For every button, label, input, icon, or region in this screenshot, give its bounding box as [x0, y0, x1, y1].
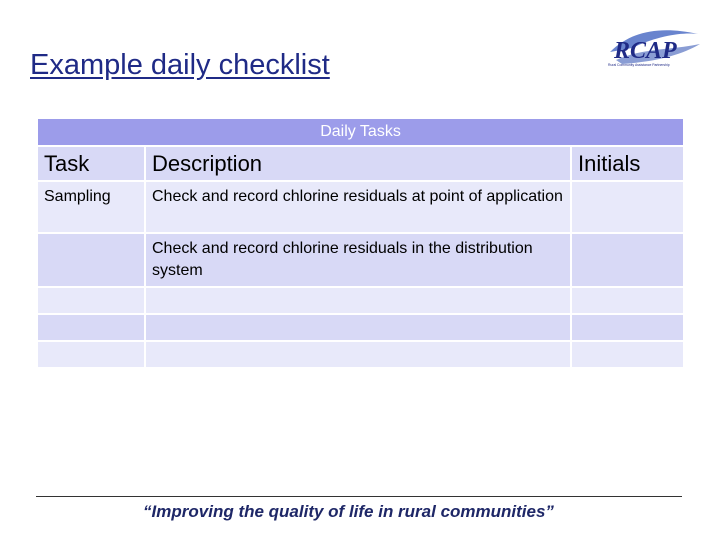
initials-cell[interactable]: [571, 233, 684, 287]
initials-cell[interactable]: [571, 181, 684, 233]
description-cell: [145, 314, 571, 341]
table-row: [37, 287, 684, 314]
table-row: [37, 233, 684, 287]
logo-subtext: Rural Community Assistance Partnership: [608, 63, 670, 67]
table-caption: Daily Tasks: [37, 118, 684, 146]
table-row: [37, 341, 684, 368]
column-header-task: Task: [37, 146, 145, 181]
column-header-description: Description: [145, 146, 571, 181]
task-cell: [37, 314, 145, 341]
column-header-initials: Initials: [571, 146, 684, 181]
slide-title: Example daily checklist: [30, 49, 330, 81]
task-cell: Sampling: [37, 181, 145, 233]
description-cell: Check and record chlorine residuals in the distribution system: [145, 233, 571, 287]
initials-cell[interactable]: [571, 341, 684, 368]
table-row: [37, 181, 684, 233]
initials-cell[interactable]: [571, 287, 684, 314]
footer-divider: [36, 496, 682, 497]
rcap-logo-graphic: [602, 22, 702, 74]
task-cell: [37, 287, 145, 314]
daily-tasks-table: [36, 117, 685, 369]
description-cell: [145, 341, 571, 368]
rcap-logo: [602, 22, 702, 74]
table-row: [37, 314, 684, 341]
description-cell: [145, 287, 571, 314]
logo-text: RCAP: [614, 38, 677, 64]
footer-tagline: “Improving the quality of life in rural communities”: [143, 502, 554, 521]
description-cell: Check and record chlorine residuals at point of application: [145, 181, 571, 233]
initials-cell[interactable]: [571, 314, 684, 341]
task-cell: [37, 233, 145, 287]
task-cell: [37, 341, 145, 368]
